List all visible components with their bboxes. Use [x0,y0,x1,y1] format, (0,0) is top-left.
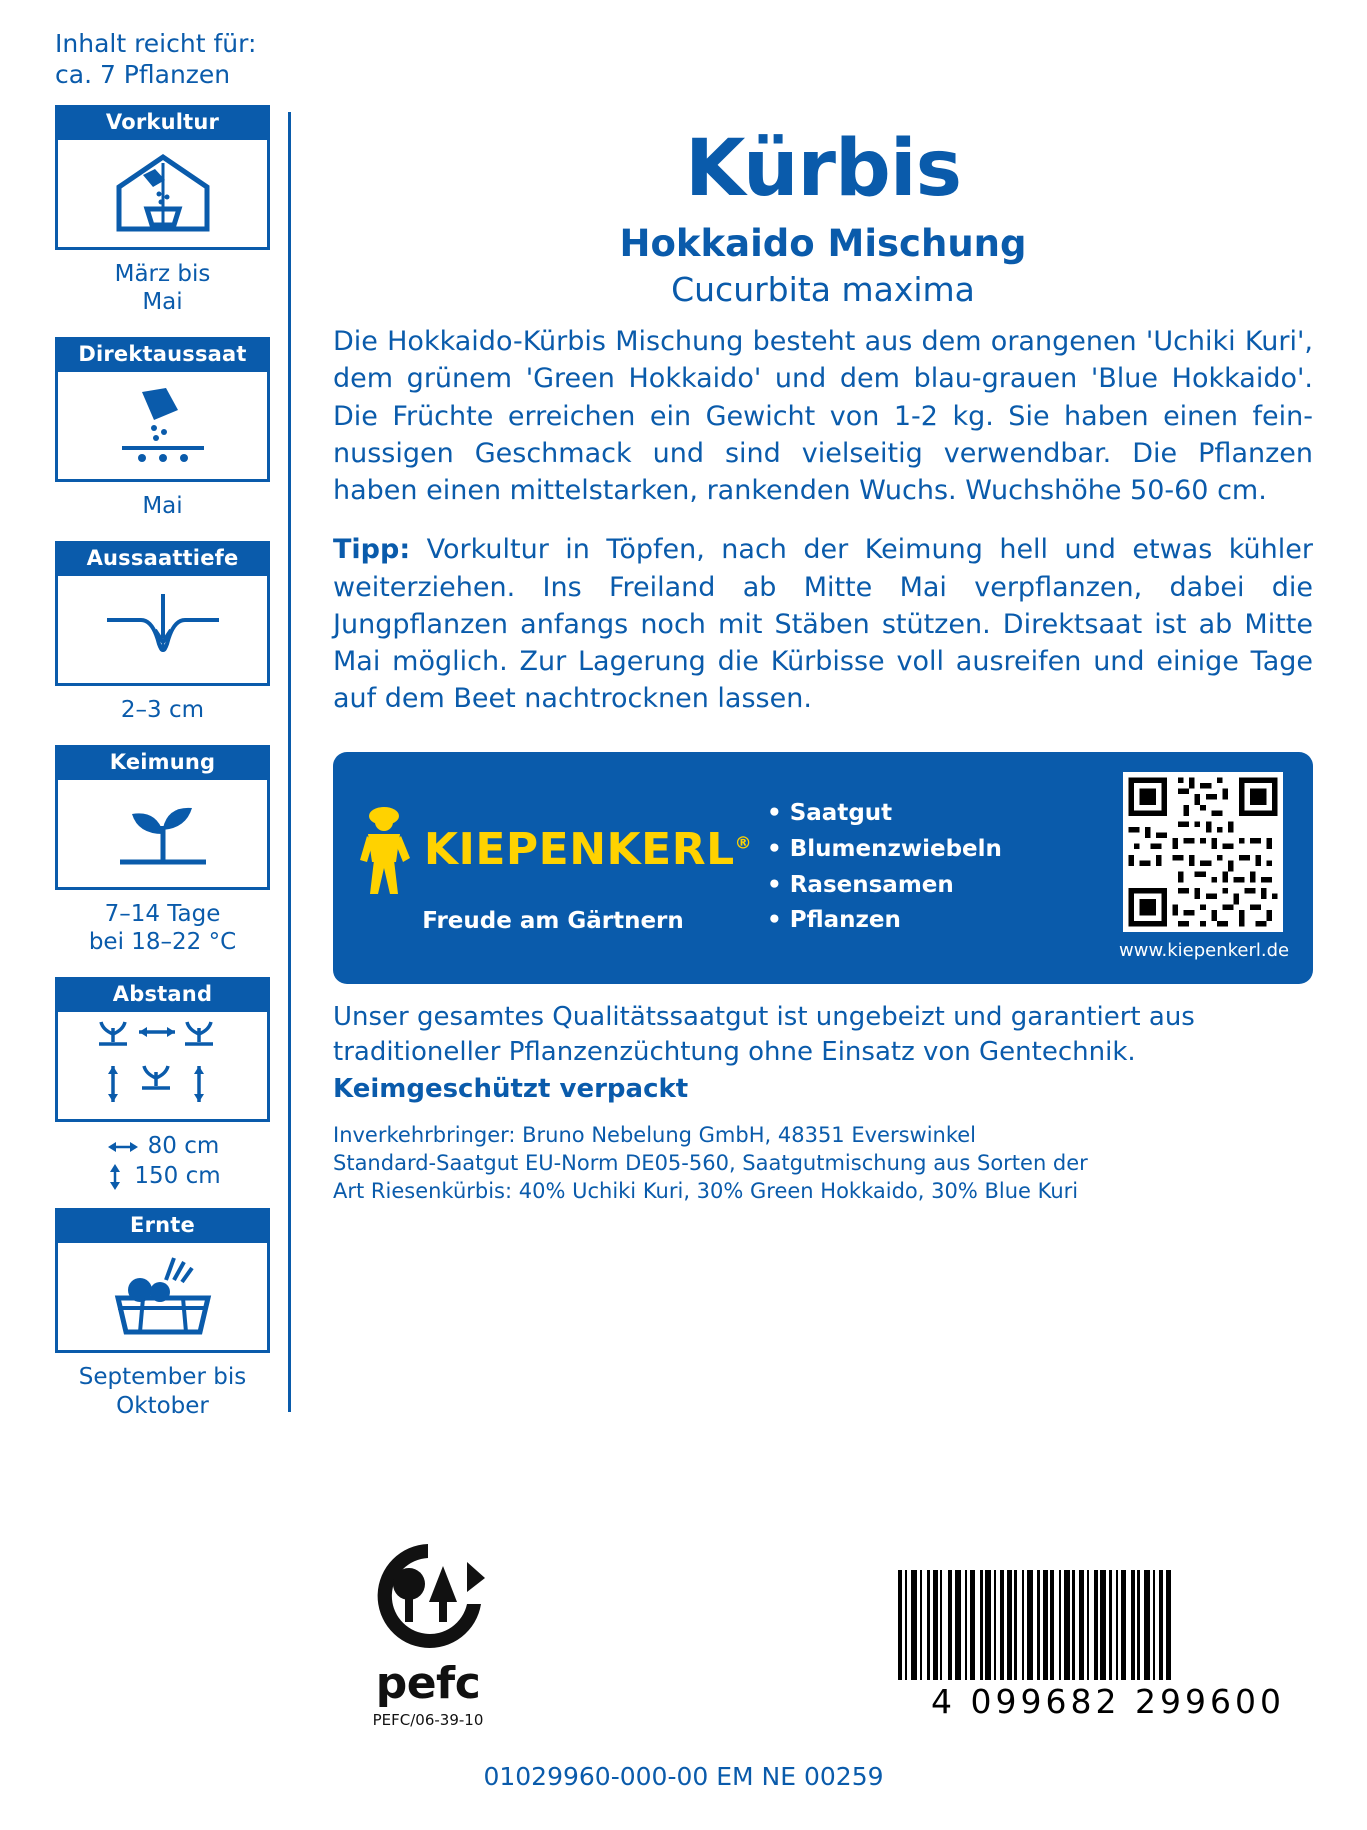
caption-line: 7–14 Tage [104,900,221,927]
info-block-vorkultur [55,105,270,250]
info-block-keimung [55,745,270,890]
info-header-aussaattiefe: Aussaattiefe [55,541,270,576]
info-caption-vorkultur [55,260,270,318]
info-header-keimung: Keimung [55,745,270,780]
tip-label: Tipp: [333,534,411,566]
article-code: 01029960-000-00 EM NE 00259 [483,1762,884,1791]
legal-line: Standard-Saatgut EU-Norm DE05-560, Saatgutmischung aus Sorten der [333,1150,1088,1175]
info-caption-direktaussaat: Mai [142,493,183,519]
info-header-direktaussaat: Direktaussaat [55,337,270,372]
legal-text [333,1122,1313,1206]
info-caption-ernte [55,1363,270,1421]
brand-name [424,824,752,875]
caption-line: September bis [78,1363,247,1390]
sowing-depth-icon [55,576,270,686]
brand-url: www.kiepenkerl.de [1119,939,1290,961]
description-text: Die Hokkaido-Kürbis Mischung besteht aus dem orangenen 'Uchiki Kuri', dem grünem 'Green Hokkaido' und dem blau-grauen 'Blue Hokkaido'. Die Früchte erreichen ein Gewicht von 1-2 kg. Sie haben einen fein-nussigen Geschmack und sind vielseitig verwendbar. Die Pflanzen haben einen mittelstarken, rankenden Wuchs. Wuchshöhe 50-60 cm. [333,326,1313,506]
spacing-vertical [55,1162,270,1192]
brand-logo-row [354,802,752,898]
tip-paragraph [333,531,1313,717]
plant-spacing-icon [55,1012,270,1122]
certification-and-barcode-row [333,1540,1318,1740]
brand-list-item: • Blumenzwiebeln [767,832,1002,868]
info-caption-keimung [55,900,270,958]
brand-list-item: • Pflanzen [767,903,1002,939]
pefc-label: pefc [375,1658,481,1709]
caption-line: Mai [142,289,183,316]
brand-claim: Freude am Gärtnern [422,907,684,934]
barcode-bars [898,1570,1318,1680]
arrow-vertical-icon [104,1163,126,1191]
caption-line: Oktober [116,1392,209,1419]
legal-line: Art Riesenkürbis: 40% Uchiki Kuri, 30% Green Hokkaido, 30% Blue Kuri [333,1178,1079,1203]
info-header-abstand: Abstand [55,977,270,1012]
kiepenkerl-figure-icon [354,802,416,898]
page-title: Kürbis [684,124,962,214]
info-header-vorkultur: Vorkultur [55,105,270,140]
quality-text: Unser gesamtes Qualitätssaatgut ist ungebeizt und garantiert aus traditioneller Pflanzenzüchtung ohne Einsatz von Gentechnik. [333,1001,1195,1067]
qr-code-block [1119,772,1290,961]
content-for-value: ca. 7 Pflanzen [55,60,231,90]
pefc-icon [363,1540,493,1652]
tip-text: Vorkultur in Töpfen, nach der Keimung hell und etwas kühler weiterziehen. Ins Freiland ab Mitte Mai verpflanzen, dabei die Jungpflanzen anfangs noch mit Stäben stützen. Direktsaat ist ab Mitte Mai möglich. Zur Lagerung die Kürbisse voll ausreifen und einige Tage auf dem Beet nachtrocknen lassen. [333,534,1313,715]
registered-mark: ® [734,833,753,854]
brand-name-text: KIEPENKERL [423,824,735,875]
spacing-horizontal-value: 80 cm [147,1133,220,1159]
quality-bold-text: Keimgeschützt verpackt [333,1073,689,1104]
caption-line: März bis [114,260,211,287]
variety-subtitle: Hokkaido Mischung [619,222,1027,265]
main-content-column [333,124,1313,1205]
info-block-direktaussaat [55,337,270,482]
info-header-ernte: Ernte [55,1208,270,1243]
column-divider [288,112,291,1412]
brand-list-item: • Saatgut [767,796,1002,832]
info-caption-aussaattiefe: 2–3 cm [120,696,205,723]
brand-list-item: • Rasensamen [767,868,1002,904]
spacing-horizontal [55,1132,270,1162]
info-block-ernte [55,1208,270,1353]
info-caption-abstand [55,1132,270,1192]
info-block-abstand [55,977,270,1122]
barcode-block [898,1570,1318,1721]
content-for-label: Inhalt reicht für: [55,29,257,58]
caption-line: bei 18–22 °C [88,929,237,956]
qr-code [1123,772,1283,932]
seedling-icon [55,780,270,890]
brand-logo [363,802,753,934]
cultivation-info-column [55,28,270,1440]
direct-sowing-icon [55,372,270,482]
harvest-crate-icon [55,1243,270,1353]
legal-line: Inverkehrbringer: Bruno Nebelung GmbH, 48351 Everswinkel [333,1122,977,1147]
brand-panel [333,752,1313,984]
latin-name: Cucurbita maxima [671,270,975,309]
info-block-aussaattiefe [55,541,270,686]
pefc-logo [333,1540,523,1729]
content-for [55,28,270,91]
spacing-vertical-value: 150 cm [134,1162,221,1189]
greenhouse-sowing-icon [55,140,270,250]
pefc-code: PEFC/06-39-10 [372,1711,484,1729]
barcode-number: 4 099682 299600 [931,1682,1285,1721]
brand-product-list [767,796,1002,939]
arrow-horizontal-icon [106,1138,140,1156]
